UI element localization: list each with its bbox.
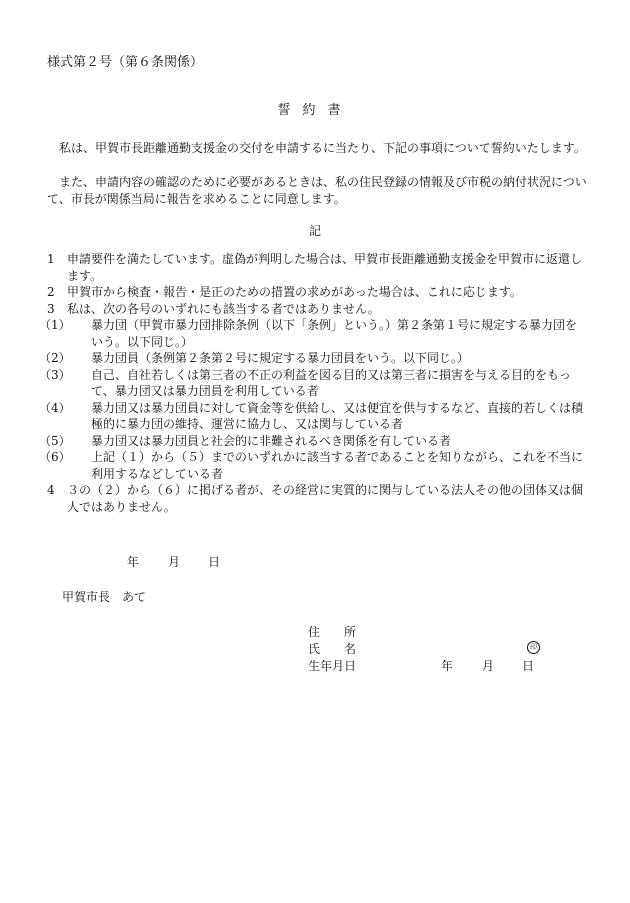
pledge-item-1: [47, 251, 587, 284]
intro-paragraph-1: 私は、甲賀市長距離通勤支援金の交付を申請するに当たり、下記の事項について誓約いたします。: [47, 141, 586, 155]
item-text: 自己、自社若しくは第三者の不正の利益を図る目的又は第三者に損害を与える目的をもって、暴力団又は暴力団員を利用している者: [91, 367, 572, 398]
pledge-subitem-2: [39, 350, 587, 367]
item-number: （1）: [39, 318, 71, 332]
date-month-label: 月: [168, 555, 181, 569]
item-number: 1: [47, 252, 55, 266]
birthdate-label: 生年月日: [308, 659, 357, 673]
pledge-subitem-4: [39, 400, 587, 433]
item-number: （6）: [39, 450, 71, 464]
name-label: 氏 名: [308, 642, 357, 656]
item-number: （2）: [39, 351, 71, 365]
item-number: （5）: [39, 433, 71, 448]
item-text: 暴力団又は暴力団員と社会的に非難されるべき関係を有している者: [91, 433, 452, 448]
birth-month-label: 月: [482, 659, 495, 673]
item-text: 申請要件を満たしています。虚偽が判明した場合は、甲賀市長距離通勤支援金を甲賀市に返還します。: [67, 252, 583, 283]
item-text: 暴力団（甲賀市暴力団排除条例（以下「条例」という。）第２条第１号に規定する暴力団をいう。以下同じ。）: [91, 318, 578, 349]
birth-year-label: 年: [441, 659, 454, 673]
date-line: [0, 554, 630, 570]
date-day-label: 日: [208, 555, 221, 569]
item-number: 4: [47, 483, 55, 497]
intro-paragraph-2: また、申請内容の確認のために必要があるときは、私の住民登録の情報及び市税の納付状況について、市長が関係当局に報告を求めることに同意します。: [47, 175, 587, 206]
item-number: （3）: [39, 367, 71, 382]
item-number: 3: [47, 301, 55, 316]
pledge-subitem-1: [39, 317, 587, 350]
form-number: 様式第２号（第６条関係）: [47, 55, 204, 70]
pledge-subitem-6: [39, 449, 587, 482]
item-text: 暴力団員（条例第２条第２号に規定する暴力団員をいう。以下同じ。）: [91, 351, 470, 365]
pledge-item-3: [47, 301, 587, 318]
item-text: 上記（１）から（５）までのいずれかに該当する者であることを知りながら、これを不当に利用するなどしている者: [91, 450, 584, 481]
item-number: （4）: [39, 400, 71, 415]
pledge-item-4: [47, 482, 587, 515]
pledge-subitem-5: [39, 433, 587, 450]
date-year-label: 年: [127, 555, 140, 569]
seal-mark: 印: [527, 641, 540, 654]
pledge-items: [39, 251, 587, 515]
item-text: 私は、次の各号のいずれにも該当する者ではありません。: [67, 301, 380, 316]
item-number: 2: [47, 285, 55, 299]
pledge-subitem-3: [39, 367, 587, 400]
item-text: 暴力団又は暴力団員に対して資金等を供給し、又は便宜を供与するなど、直接的若しくは積極的に暴力団の維持、運営に協力し、又は関与している者: [91, 400, 584, 431]
item-text: ３の（２）から（６）に掲げる者が、その経営に実質的に関与している法人その他の団体又は個人ではありません。: [67, 483, 584, 514]
addressee: 甲賀市長 あて: [62, 590, 147, 604]
document-title: 誓約書: [277, 103, 353, 118]
birth-day-label: 日: [522, 659, 535, 673]
record-label: 記: [308, 224, 321, 238]
address-label: 住 所: [308, 625, 357, 639]
item-text: 甲賀市から検査・報告・是正のための措置の求めがあった場合は、これに応じます。: [67, 285, 522, 299]
pledge-item-2: [47, 284, 587, 301]
